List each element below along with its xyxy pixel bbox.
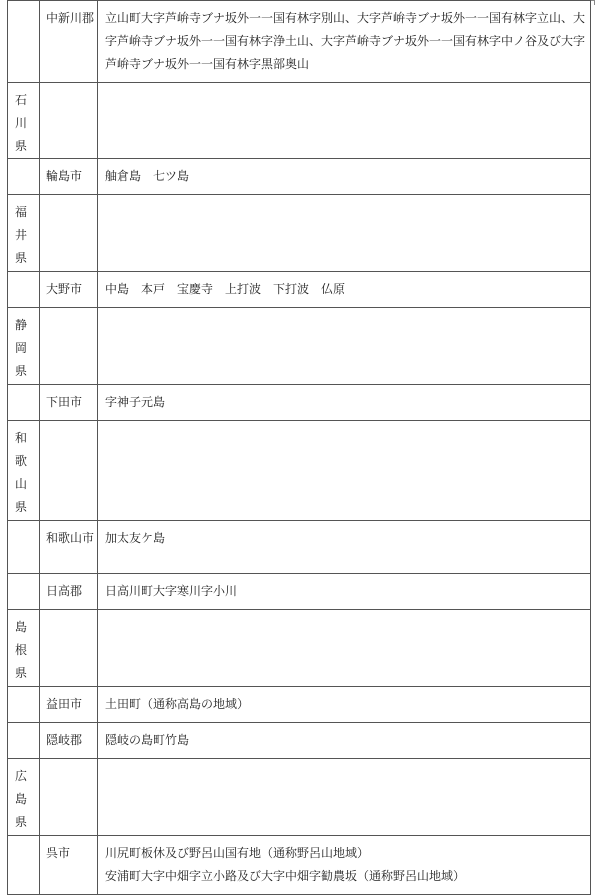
area-text: 字神子元島 bbox=[105, 395, 166, 409]
area-text: 隠岐の島町竹島 bbox=[105, 733, 190, 747]
municipality-label: 隠岐郡 bbox=[46, 733, 83, 747]
municipality-cell bbox=[40, 521, 98, 574]
municipality-label: 呉市 bbox=[46, 846, 71, 860]
prefecture-cell bbox=[8, 421, 40, 521]
table-row bbox=[8, 159, 591, 195]
prefecture-label: 福井県 bbox=[15, 205, 28, 265]
area-cell bbox=[98, 421, 591, 521]
area-text: 立山町大字芦峅寺ブナ坂外一一国有林字別山、大字芦峅寺ブナ坂外一一国有林字立山、大字芦峅寺ブナ坂外一一国有林字浄土山、大字芦峅寺ブナ坂外一一国有林字中ノ谷及び大字芦峅寺ブナ坂外一一国有林字黒部奥山 bbox=[105, 11, 586, 71]
area-cell bbox=[98, 159, 591, 195]
municipality-cell bbox=[40, 759, 98, 836]
table-row bbox=[8, 308, 591, 385]
prefecture-label: 静岡県 bbox=[15, 318, 28, 378]
prefecture-cell bbox=[8, 759, 40, 836]
table-row bbox=[8, 836, 591, 895]
prefecture-label: 島根県 bbox=[15, 620, 28, 680]
municipality-label: 日高郡 bbox=[46, 584, 83, 598]
area-cell bbox=[98, 272, 591, 308]
area-cell bbox=[98, 1, 591, 83]
prefecture-cell bbox=[8, 1, 40, 83]
area-cell bbox=[98, 195, 591, 272]
municipality-label: 中新川郡 bbox=[46, 11, 95, 25]
area-text: 土田町（通称高島の地域） bbox=[105, 697, 250, 711]
municipality-label: 益田市 bbox=[46, 697, 83, 711]
table-row bbox=[8, 195, 591, 272]
prefecture-cell bbox=[8, 574, 40, 610]
municipality-cell bbox=[40, 610, 98, 687]
municipality-cell bbox=[40, 574, 98, 610]
prefecture-cell bbox=[8, 836, 40, 895]
table-row bbox=[8, 1, 591, 83]
area-cell bbox=[98, 385, 591, 421]
table-row bbox=[8, 759, 591, 836]
prefecture-cell bbox=[8, 159, 40, 195]
table-row bbox=[8, 574, 591, 610]
prefecture-cell bbox=[8, 521, 40, 574]
municipality-label: 輪島市 bbox=[46, 169, 83, 183]
area-text: 中島 本戸 宝慶寺 上打波 下打波 仏原 bbox=[105, 282, 346, 296]
table-row bbox=[8, 610, 591, 687]
table-row bbox=[8, 421, 591, 521]
area-text: 川尻町板休及び野呂山国有地（通称野呂山地域） 安浦町大字中畑字立小路及び大字中畑字勧農坂（通称野呂山地域） bbox=[105, 846, 466, 883]
table-row bbox=[8, 521, 591, 574]
prefecture-cell bbox=[8, 195, 40, 272]
municipality-cell bbox=[40, 159, 98, 195]
prefecture-label: 和歌山県 bbox=[15, 431, 28, 514]
area-cell bbox=[98, 610, 591, 687]
prefecture-cell bbox=[8, 83, 40, 159]
prefecture-cell bbox=[8, 687, 40, 723]
municipality-cell bbox=[40, 308, 98, 385]
municipality-cell bbox=[40, 421, 98, 521]
municipality-label: 和歌山市 bbox=[46, 531, 95, 545]
prefecture-cell bbox=[8, 272, 40, 308]
area-text: 舳倉島 七ツ島 bbox=[105, 169, 190, 183]
area-cell bbox=[98, 687, 591, 723]
area-cell bbox=[98, 521, 591, 574]
prefecture-cell bbox=[8, 723, 40, 759]
municipality-cell bbox=[40, 836, 98, 895]
municipality-cell bbox=[40, 385, 98, 421]
area-text: 加太友ケ島 bbox=[105, 531, 166, 545]
municipality-cell bbox=[40, 1, 98, 83]
area-text: 日高川町大字寒川字小川 bbox=[105, 584, 238, 598]
municipality-cell bbox=[40, 195, 98, 272]
prefecture-label: 石川県 bbox=[15, 93, 28, 153]
municipality-cell bbox=[40, 83, 98, 159]
prefecture-cell bbox=[8, 385, 40, 421]
area-cell bbox=[98, 836, 591, 895]
prefecture-cell bbox=[8, 308, 40, 385]
table-row bbox=[8, 723, 591, 759]
municipality-cell bbox=[40, 272, 98, 308]
municipality-cell bbox=[40, 723, 98, 759]
area-cell bbox=[98, 308, 591, 385]
prefecture-cell bbox=[8, 610, 40, 687]
municipality-label: 大野市 bbox=[46, 282, 83, 296]
table-row bbox=[8, 385, 591, 421]
area-cell bbox=[98, 83, 591, 159]
prefecture-label: 広島県 bbox=[15, 769, 28, 829]
table-row bbox=[8, 687, 591, 723]
region-table bbox=[7, 0, 591, 895]
area-cell bbox=[98, 723, 591, 759]
table-row bbox=[8, 83, 591, 159]
municipality-label: 下田市 bbox=[46, 395, 83, 409]
table-row bbox=[8, 272, 591, 308]
area-cell bbox=[98, 759, 591, 836]
area-cell bbox=[98, 574, 591, 610]
municipality-cell bbox=[40, 687, 98, 723]
